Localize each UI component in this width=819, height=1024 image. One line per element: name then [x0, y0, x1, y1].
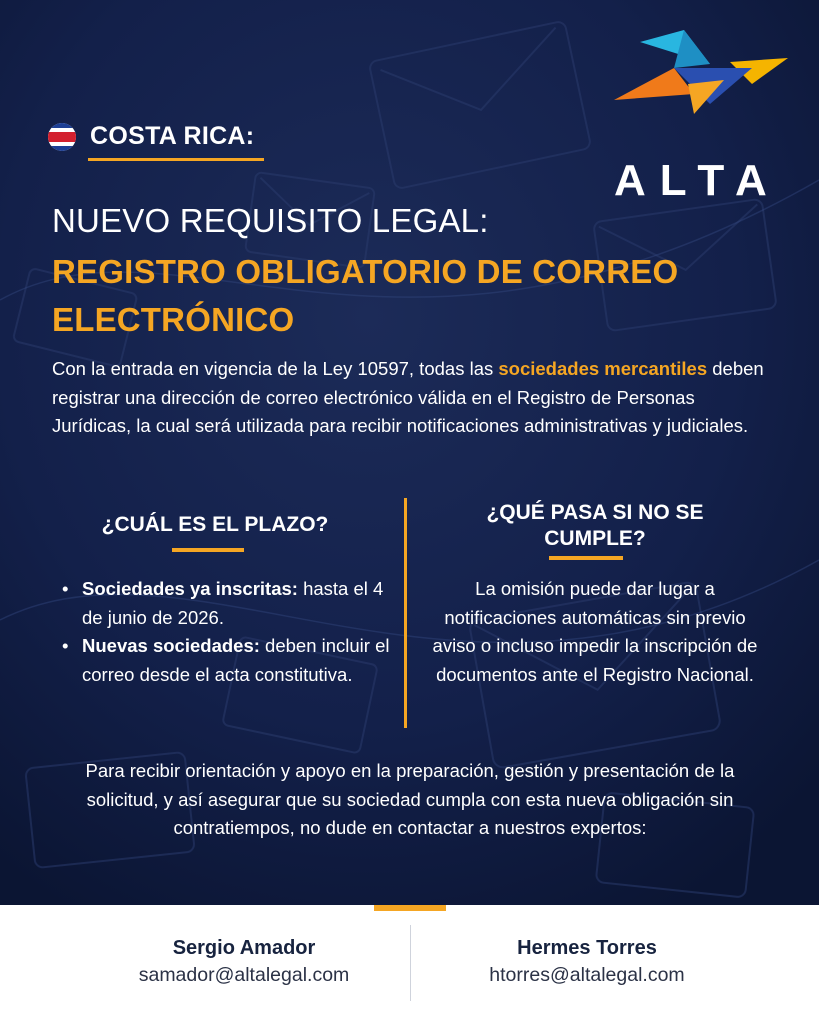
costa-rica-flag-icon — [48, 123, 76, 151]
contact-footer — [0, 905, 819, 1024]
contact-name: Hermes Torres — [517, 937, 657, 959]
contact-card — [427, 935, 747, 989]
footer-accent-line — [374, 905, 446, 911]
footer-divider — [410, 925, 411, 1001]
alta-logo-mark-icon — [612, 24, 792, 119]
list-item-label: Sociedades ya inscritas: — [82, 578, 298, 599]
list-item-text: hasta el 4 de junio de 2026. — [82, 578, 384, 628]
country-label: COSTA RICA: — [90, 122, 255, 150]
alta-logo — [612, 24, 792, 205]
intro-text-start: Con la entrada en vigencia de la Ley 10597, todas las — [52, 358, 499, 379]
list-item — [62, 632, 392, 689]
intro-highlight: sociedades mercantiles — [498, 358, 708, 379]
deadline-list — [62, 575, 392, 689]
contact-email-link[interactable]: samador@altalegal.com — [138, 964, 350, 986]
alta-logo-text: ALTA — [614, 156, 781, 205]
intro-paragraph — [52, 355, 772, 441]
consequence-heading: ¿QUÉ PASA SI NO SE CUMPLE? — [486, 501, 704, 550]
headline-highlight: REGISTRO OBLIGATORIO DE CORREO ELECTRÓNICO — [52, 253, 679, 338]
deadline-heading: ¿CUÁL ES EL PLAZO? — [101, 513, 329, 536]
consequence-text: La omisión puede dar lugar a notificaciones automáticas sin previo aviso o incluso impedir la inscripción de documentos ante el Registro Nacional. — [432, 578, 758, 685]
contact-name: Sergio Amador — [172, 937, 316, 959]
headline: NUEVO REQUISITO LEGAL: — [52, 202, 489, 239]
country-header — [48, 122, 254, 151]
column-divider — [404, 498, 407, 728]
deadline-heading-underline — [172, 548, 244, 552]
country-underline — [88, 158, 264, 161]
contact-email-link[interactable]: htorres@altalegal.com — [489, 964, 685, 986]
list-item-label: Nuevas sociedades: — [82, 635, 260, 656]
contact-card — [84, 935, 404, 989]
list-item-text: deben incluir el correo desde el acta constitutiva. — [82, 635, 390, 685]
closing-paragraph: Para recibir orientación y apoyo en la preparación, gestión y presentación de la solicitud, y así asegurar que su sociedad cumpla con esta nueva obligación sin contratiempos, no dude en contactar a nuestros expertos: — [85, 760, 735, 838]
list-item — [62, 575, 392, 632]
consequence-heading-underline — [549, 556, 623, 560]
intro-text-end: deben registrar una dirección de correo electrónico válida en el Registro de Personas Jurídicas, la cual será utilizada para recibir notificaciones administrativas y judiciales. — [52, 358, 764, 436]
